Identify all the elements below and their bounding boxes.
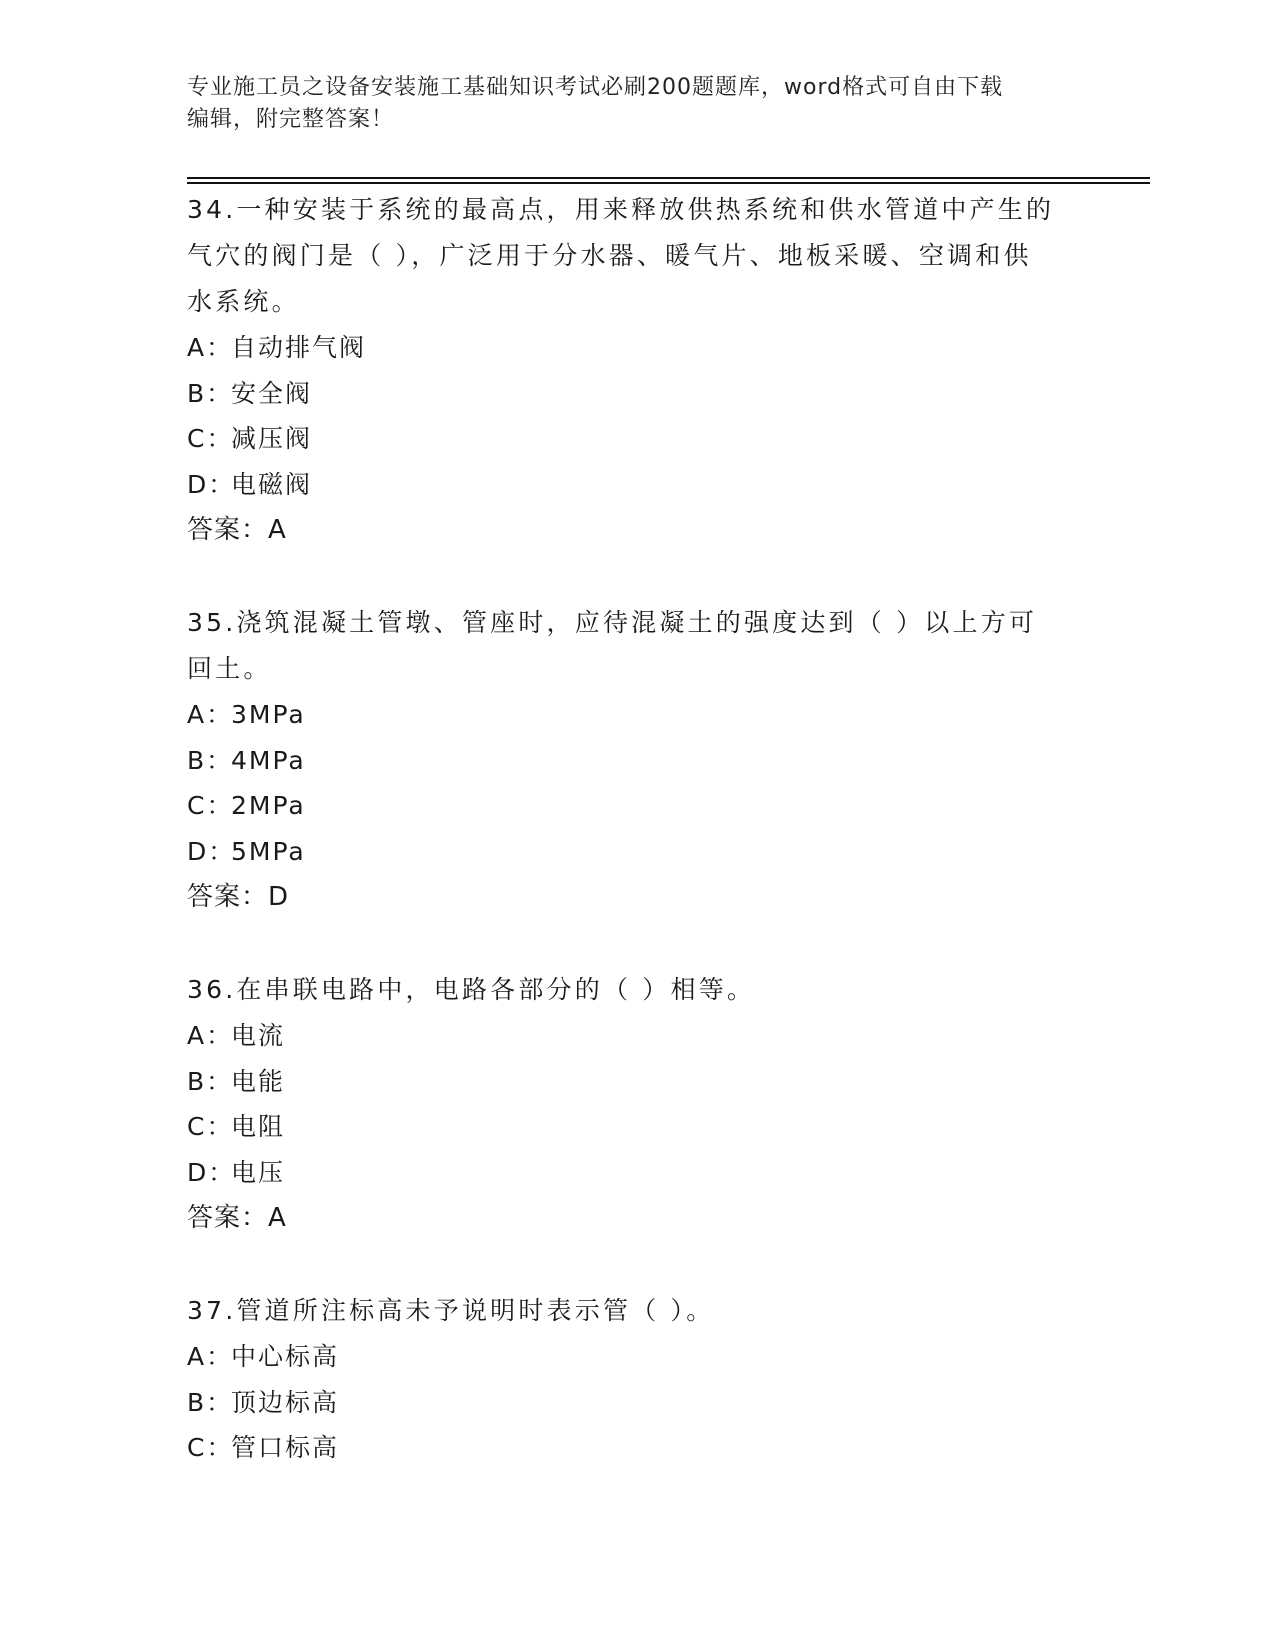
option-text: 减压阀 — [231, 424, 313, 453]
document-header — [187, 72, 1067, 136]
option-text: 3MPa — [231, 700, 306, 729]
option-key: A： — [187, 700, 234, 729]
option-key: B： — [187, 1066, 234, 1096]
option-key: B： — [187, 745, 234, 775]
option-key: C： — [187, 1112, 234, 1141]
stem-line: 37.管道所注标高未予说明时表示管（ ）。 — [187, 1296, 715, 1325]
option-b — [187, 738, 1087, 784]
stem-line: 36.在串联电路中，电路各部分的（ ）相等。 — [187, 975, 756, 1004]
option-b — [187, 1380, 1087, 1426]
option-key: A： — [187, 1021, 234, 1050]
option-key: C： — [187, 424, 234, 453]
option-c — [187, 1425, 1087, 1471]
question-stem — [187, 967, 1087, 1013]
option-a — [187, 325, 1087, 371]
option-key: C： — [187, 791, 234, 820]
question-36 — [187, 967, 1087, 1241]
question-35 — [187, 600, 1087, 920]
option-key: B： — [187, 378, 234, 408]
option-text: 2MPa — [231, 791, 306, 820]
option-key: A： — [187, 333, 234, 362]
stem-line: 35.浇筑混凝土管墩、管座时，应待混凝土的强度达到（ ）以上方可 — [187, 608, 1038, 637]
option-c — [187, 783, 1087, 829]
question-stem — [187, 600, 1087, 692]
option-text: 管口标高 — [231, 1433, 340, 1462]
option-text: 电压 — [231, 1157, 286, 1187]
question-37 — [187, 1288, 1087, 1471]
option-text: 电流 — [231, 1021, 286, 1050]
question-34 — [187, 187, 1087, 553]
header-divider-bottom — [187, 182, 1150, 184]
option-text: 电磁阀 — [231, 469, 313, 499]
option-text: 电阻 — [231, 1112, 286, 1141]
option-key: B： — [187, 1387, 234, 1417]
option-c — [187, 416, 1087, 462]
option-b — [187, 371, 1087, 417]
stem-line: 34.一种安装于系统的最高点，用来释放供热系统和供水管道中产生的 — [187, 195, 1055, 224]
question-stem — [187, 1288, 1087, 1334]
option-text: 4MPa — [231, 745, 306, 775]
answer-line: 答案：A — [187, 1203, 287, 1233]
option-d — [187, 829, 1087, 875]
header-line-2: 编辑，附完整答案！ — [187, 107, 395, 132]
option-key: A： — [187, 1342, 234, 1371]
option-d — [187, 462, 1087, 508]
option-key: D： — [187, 469, 236, 499]
question-list — [187, 187, 1087, 1518]
option-a — [187, 1013, 1087, 1059]
option-text: 电能 — [231, 1066, 286, 1096]
option-b — [187, 1059, 1087, 1105]
option-d — [187, 1150, 1087, 1196]
option-key: D： — [187, 836, 236, 866]
option-a — [187, 692, 1087, 738]
option-text: 安全阀 — [231, 378, 313, 408]
question-stem — [187, 187, 1087, 325]
option-text: 中心标高 — [231, 1342, 340, 1371]
header-line-1: 专业施工员之设备安装施工基础知识考试必刷200题题库，word格式可自由下载 — [187, 75, 1004, 100]
answer-line: 答案：D — [187, 882, 290, 912]
option-text: 5MPa — [231, 836, 306, 866]
stem-line: 水系统。 — [187, 287, 300, 316]
option-key: D： — [187, 1157, 236, 1187]
option-a — [187, 1334, 1087, 1380]
header-divider-top — [187, 177, 1150, 179]
stem-line: 气穴的阀门是（ ），广泛用于分水器、暖气片、地板采暖、空调和供 — [187, 241, 1032, 270]
option-c — [187, 1104, 1087, 1150]
stem-line: 回土。 — [187, 654, 272, 683]
option-key: C： — [187, 1433, 234, 1462]
option-text: 自动排气阀 — [231, 333, 367, 362]
answer-line: 答案：A — [187, 515, 287, 545]
option-text: 顶边标高 — [231, 1387, 340, 1417]
